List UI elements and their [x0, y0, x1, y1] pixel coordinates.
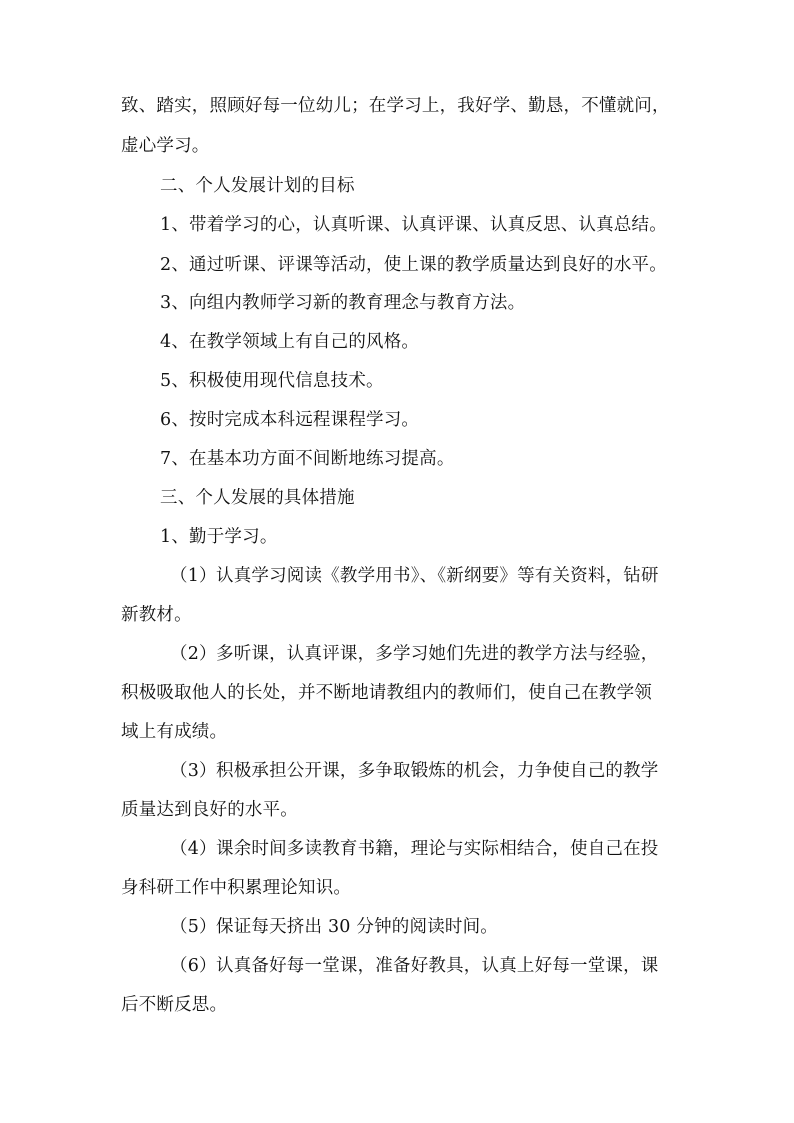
- item-text: 多听课，认真评课，多学习她们先进的教学方法与经验，: [216, 644, 659, 664]
- paragraph-line: 身科研工作中积累理论知识。: [121, 878, 352, 898]
- numbered-item: [170, 760, 659, 782]
- paragraph-line: 新教材。: [121, 605, 192, 625]
- numbered-item: [170, 955, 659, 977]
- paragraph-line: 后不断反思。: [121, 995, 228, 1015]
- item-text: 认真备好每一堂课，准备好教具，认真上好每一堂课，课: [216, 956, 659, 976]
- list-item: 6、按时完成本科远程课程学习。: [160, 410, 420, 430]
- item-text: 保证每天挤出 30 分钟的阅读时间。: [216, 917, 498, 937]
- item-text: 认真学习阅读《教学用书》、《新纲要》等有关资料，钻研: [216, 566, 659, 586]
- list-item: 2、通过听课、评课等活动，使上课的教学质量达到良好的水平。: [160, 255, 667, 275]
- paragraph-line: 积极吸取他人的长处，并不断地请教组内的教师们，使自己在教学领: [121, 683, 652, 703]
- item-marker: （6）: [170, 956, 217, 976]
- numbered-item: [170, 838, 659, 860]
- paragraph-line: 质量达到良好的水平。: [121, 800, 298, 820]
- list-item: 4、在教学领域上有自己的风格。: [160, 332, 420, 352]
- section-heading: 二、个人发展计划的目标: [160, 176, 355, 196]
- list-item: 5、积极使用现代信息技术。: [160, 371, 384, 391]
- list-item: 7、在基本功方面不间断地练习提高。: [160, 449, 455, 469]
- paragraph-line: 致、踏实，照顾好每一位幼儿；在学习上，我好学、勤恳，不懂就问，: [121, 96, 670, 116]
- subsection-heading: 1、勤于学习。: [160, 527, 278, 547]
- section-heading: 三、个人发展的具体措施: [160, 488, 355, 508]
- item-text: 积极承担公开课，多争取锻炼的机会，力争使自己的教学: [216, 761, 659, 781]
- list-item: 1、带着学习的心，认真听课、认真评课、认真反思、认真总结。: [160, 215, 667, 235]
- list-item: 3、向组内教师学习新的教育理念与教育方法。: [160, 293, 526, 313]
- paragraph-line: 域上有成绩。: [121, 722, 228, 742]
- item-marker: （5）: [170, 917, 217, 937]
- numbered-item: [170, 565, 659, 587]
- item-text: 课余时间多读教育书籍，理论与实际相结合，使自己在投: [216, 839, 659, 859]
- numbered-item: [170, 643, 659, 665]
- item-marker: （2）: [170, 644, 217, 664]
- numbered-item: [170, 916, 498, 938]
- item-marker: （4）: [170, 839, 217, 859]
- item-marker: （3）: [170, 761, 217, 781]
- item-marker: （1）: [170, 566, 217, 586]
- paragraph-line: 虚心学习。: [121, 136, 210, 156]
